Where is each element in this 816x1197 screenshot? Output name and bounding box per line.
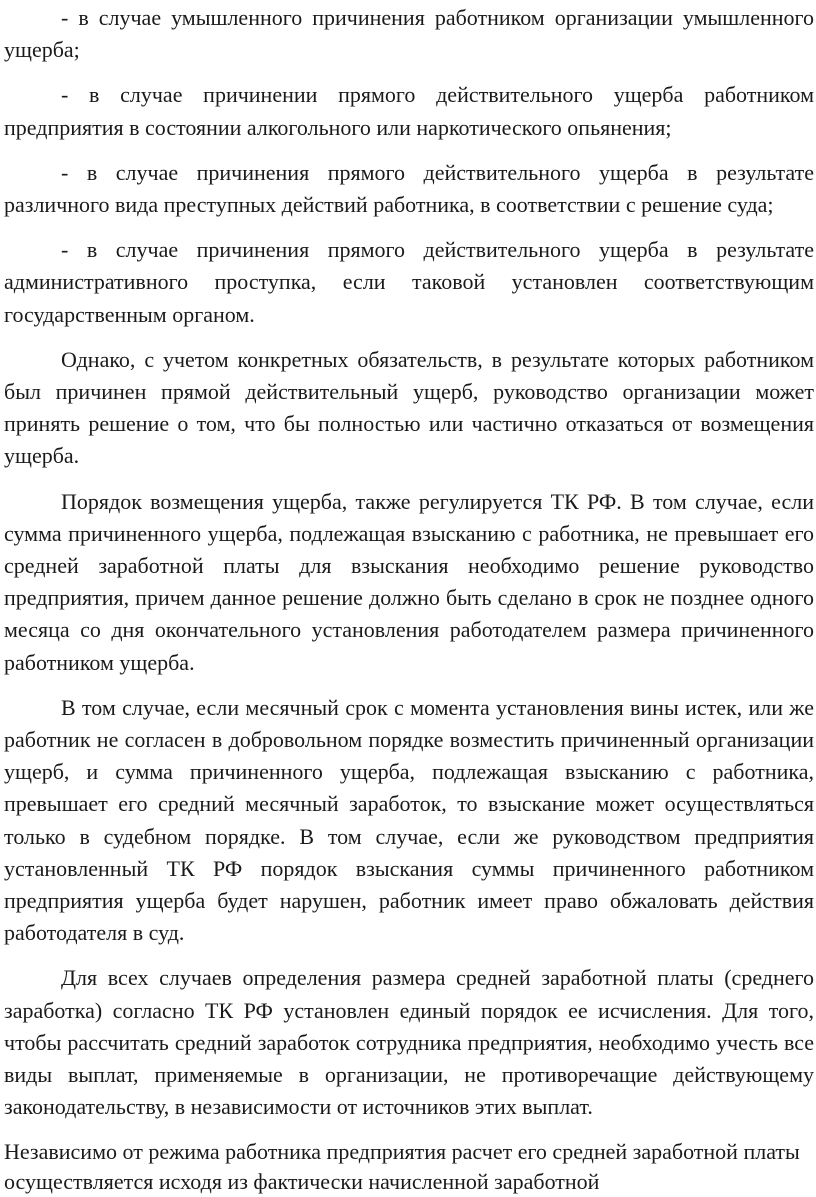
paragraph-list-item-1: - в случае умышленного причинения работником организации умышленного ущерба; [4,5,814,63]
paragraph-body-5: Независимо от режима работника предприятия расчет его средней заработной платы осуществляется исходя из фактически начисленной заработной [4,1138,800,1194]
paragraph-body-3: В том случае, если месячный срок с момента установления вины истек, или же работник не согласен в добровольном порядке возместить причиненный организации ущерб, и сумма причиненного ущерба, подлежащая взысканию с работника, превышает его средний месячный заработок, то взыскание может осуществляться только в судебном порядке. В том случае, если же руководством предприятия установленный ТК РФ порядок взыскания суммы причиненного работником предприятия ущерба будет нарушен, работник имеет право обжаловать действия работодателя в суд. [4,694,814,946]
paragraph-list-item-3: - в случае причинения прямого действительного ущерба в результате различного вида преступных действий работника, в соответствии с решение суда; [4,159,814,218]
paragraph-body-2: Порядок возмещения ущерба, также регулируется ТК РФ. В том случае, если сумма причиненного ущерба, подлежащая взысканию с работника, не превышает его средней заработной платы для взыскания необходимо решение руководство предприятия, причем данное решение должно быть сделано в срок не позднее одного месяца со дня окончательного установления работодателем размера причиненного работником ущерба. [4,488,814,675]
paragraph-body-1: Однако, с учетом конкретных обязательств, в результате которых работником был причинен прямой действительный ущерб, руководство организации может принять решение о том, что бы полностью или частично отказаться от возмещения ущерба. [4,346,814,469]
paragraph-body-4: Для всех случаев определения размера средней заработной платы (среднего заработка) согласно ТК РФ установлен единый порядок ее исчисления. Для того, чтобы рассчитать средний заработок сотрудника предприятия, необходимо учесть все виды выплат, применяемые в организации, не противоречащие действующему законодательству, в независимости от источников этих выплат. [4,965,814,1120]
paragraph-list-item-4: - в случае причинения прямого действительного ущерба в результате административного проступка, если таковой установлен соответствующим государственным органом. [4,237,814,327]
paragraph-list-item-2: - в случае причинении прямого действительного ущерба работником предприятия в состоянии алкогольного или наркотического опьянения; [4,82,814,140]
